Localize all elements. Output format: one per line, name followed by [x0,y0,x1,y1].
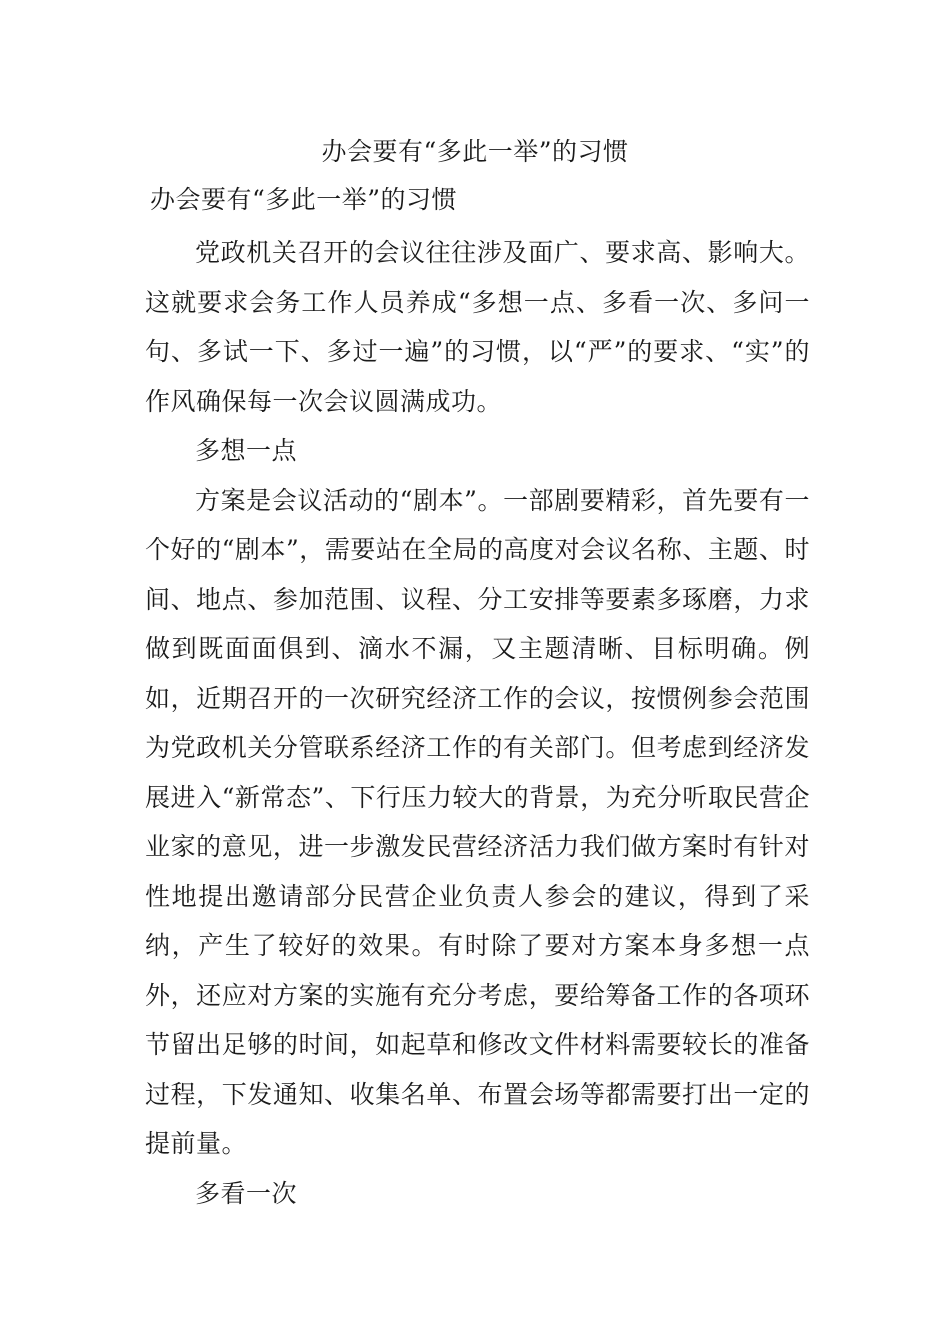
document-body [145,228,810,1218]
document-title: 办会要有“多此一举”的习惯 [321,137,629,166]
document-subtitle: 办会要有“多此一举”的习惯 [150,185,458,214]
section-heading-think-more: 多想一点 [195,436,298,465]
section-heading-look-again: 多看一次 [195,1178,298,1208]
section-paragraph-think-more: 方案是会议活动的“剧本”。一部剧要精彩，首先要有一个好的“剧本”，需要站在全局的高度对会议名称、主题、时间、地点、参加范围、议程、分工安排等要素多琢磨，力求做到既面面俱到、滴水不漏，又主题清晰、目标明确。例如，近期召开的一次研究经济工作的会议，按惯例参会范围为党政机关分管联系经济工作的有关部门。但考虑到经济发展进入“新常态”、下行压力较大的背景，为充分听取民营企业家的意见，进一步激发民营经济活力我们做方案时有针对性地提出邀请部分民营企业负责人参会的建议，得到了采纳，产生了较好的效果。有时除了要对方案本身多想一点外，还应对方案的实施有充分考虑，要给筹备工作的各项环节留出足够的时间，如起草和修改文件材料需要较长的准备过程，下发通知、收集名单、布置会场等都需要打出一定的提前量。 [145,485,810,1158]
intro-paragraph: 党政机关召开的会议往往涉及面广、要求高、影响大。这就要求会务工作人员养成“多想一点、多看一次、多问一句、多试一下、多过一遍”的习惯，以“严”的要求、“实”的作风确保每一次会议圆满成功。 [145,238,810,416]
